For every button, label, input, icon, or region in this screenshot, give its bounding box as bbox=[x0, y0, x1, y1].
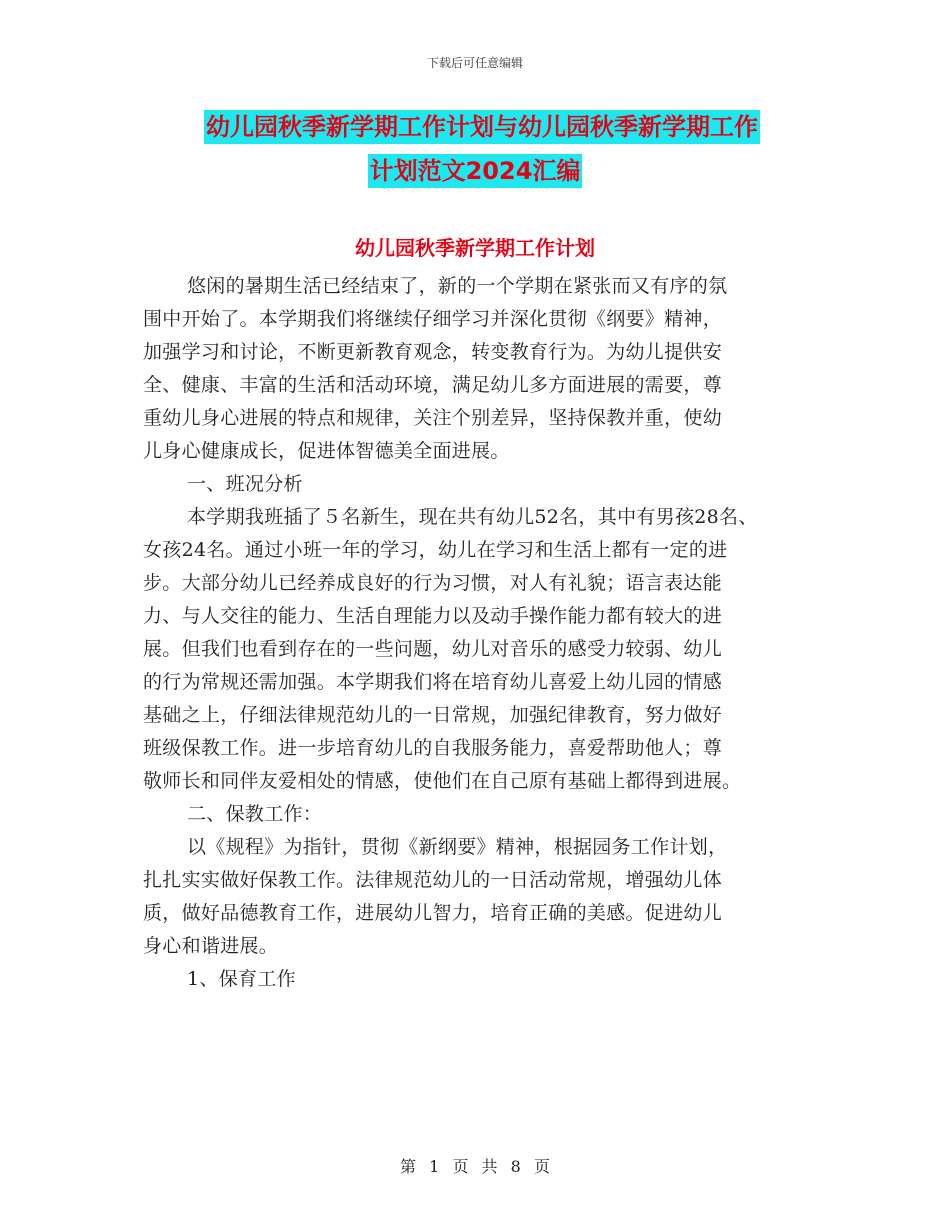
text-line: 步。大部分幼儿已经养成良好的行为习惯，对人有礼貌；语言表达能 bbox=[143, 572, 723, 594]
text-line: 围中开始了。本学期我们将继续仔细学习并深化贯彻《纲要》精神， bbox=[143, 308, 723, 330]
text-line: 二、保教工作： bbox=[187, 803, 323, 825]
footer-total-pages: 8 bbox=[510, 1157, 521, 1176]
text-line: 力、与人交往的能力、生活自理能力以及动手操作能力都有较大的进 bbox=[143, 605, 723, 627]
footer-prefix: 第 bbox=[400, 1157, 417, 1176]
header-note: 下载后可任意编辑 bbox=[426, 56, 523, 70]
text-line: 儿身心健康成长，促进体智德美全面进展。 bbox=[143, 440, 510, 462]
text-line: 本学期我班插了５名新生，现在共有幼儿52名，其中有男孩28名、 bbox=[187, 506, 758, 528]
text-line: 班级保教工作。进一步培育幼儿的自我服务能力，喜爱帮助他人；尊 bbox=[143, 737, 723, 759]
text-line: 展。但我们也看到存在的一些问题，幼儿对音乐的感受力较弱、幼儿 bbox=[143, 638, 723, 660]
footer-page-word: 页 bbox=[452, 1157, 469, 1176]
text-line: 1、保育工作 bbox=[187, 968, 296, 990]
text-line: 重幼儿身心进展的特点和规律，关注个别差异，坚持保教并重，使幼 bbox=[143, 407, 723, 429]
document-title bbox=[0, 110, 950, 198]
section-heading: 幼儿园秋季新学期工作计划 bbox=[355, 236, 595, 260]
text-line: 敬师长和同伴友爱相处的情感，使他们在自己原有基础上都得到进展。 bbox=[143, 770, 742, 792]
footer-page-number: 1 bbox=[429, 1157, 440, 1176]
footer-suffix: 页 bbox=[533, 1157, 550, 1176]
page-footer bbox=[0, 1154, 950, 1177]
body-text bbox=[143, 270, 823, 996]
text-line: 女孩24名。通过小班一年的学习，幼儿在学习和生活上都有一定的进 bbox=[143, 539, 728, 561]
text-line: 质，做好品德教育工作，进展幼儿智力，培育正确的美感。促进幼儿 bbox=[143, 902, 723, 924]
text-line: 基础之上，仔细法律规范幼儿的一日常规，加强纪律教育，努力做好 bbox=[143, 704, 723, 726]
title-line-2: 计划范文2024汇编 bbox=[368, 154, 583, 188]
text-line: 身心和谐进展。 bbox=[143, 935, 279, 957]
text-line: 悠闲的暑期生活已经结束了，新的一个学期在紧张而又有序的氛 bbox=[187, 275, 728, 297]
text-line: 扎扎实实做好保教工作。法律规范幼儿的一日活动常规，增强幼儿体 bbox=[143, 869, 723, 891]
text-line: 全、健康、丰富的生活和活动环境，满足幼儿多方面进展的需要，尊 bbox=[143, 374, 723, 396]
footer-total-word: 共 bbox=[481, 1157, 498, 1176]
text-line: 加强学习和讨论，不断更新教育观念，转变教育行为。为幼儿提供安 bbox=[143, 341, 723, 363]
text-line: 的行为常规还需加强。本学期我们将在培育幼儿喜爱上幼儿园的情感 bbox=[143, 671, 723, 693]
title-line-1: 幼儿园秋季新学期工作计划与幼儿园秋季新学期工作 bbox=[204, 110, 760, 144]
text-line: 以《规程》为指针，贯彻《新纲要》精神，根据园务工作计划， bbox=[187, 836, 728, 858]
text-line: 一、班况分析 bbox=[187, 473, 303, 495]
